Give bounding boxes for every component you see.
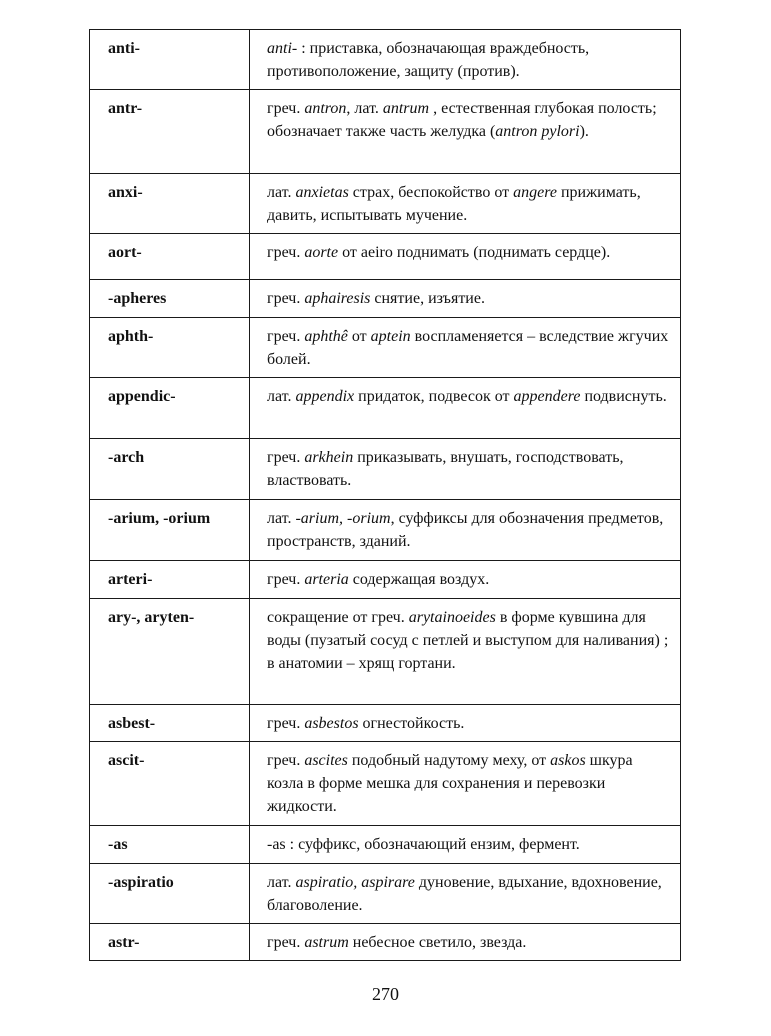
definition-text-segment: дуновение, вдыхание, вдохновение, благоволение. (267, 874, 662, 914)
entry-definition (250, 705, 681, 742)
definition-text-segment: , естественная глубокая полость; обозначает также часть желудка ( (267, 100, 657, 140)
entry-term: arteri- (90, 561, 250, 599)
entry-term: ascit- (90, 742, 250, 826)
dictionary-entry-row (90, 561, 681, 599)
definition-text-segment: содержащая воздух. (348, 571, 490, 588)
definition-text-segment: небесное светило, звезда. (348, 934, 527, 951)
entry-term: ary-, aryten- (90, 599, 250, 705)
definition-text-segment: от (347, 328, 371, 345)
definition-italic-segment: aphthê (304, 328, 348, 345)
entry-definition (250, 561, 681, 599)
entry-definition (250, 500, 681, 561)
definition-text-segment: греч. (267, 290, 305, 307)
definition-text-segment: греч. (267, 934, 305, 951)
definition-italic-segment: arkhein (304, 449, 354, 466)
definition-text-segment: греч. (267, 100, 305, 117)
entry-definition (250, 924, 681, 961)
definition-text-segment: от aeiro поднимать (поднимать сердце). (338, 244, 611, 261)
definition-text-segment: лат. (267, 874, 296, 891)
entry-definition (250, 599, 681, 705)
entry-definition (250, 90, 681, 174)
definition-text-segment: шкура козла в форме мешка для сохранения и перевозки жидкости. (267, 752, 633, 815)
definition-text-segment: греч. (267, 328, 305, 345)
entry-definition (250, 439, 681, 500)
entry-term: -arium, -orium (90, 500, 250, 561)
definition-text-segment: : приставка, обозначающая враждебность, противоположение, защиту (против). (267, 40, 590, 80)
definition-italic-segment: antron pylori (495, 123, 580, 140)
dictionary-entry-row (90, 30, 681, 90)
entry-definition (250, 826, 681, 864)
entry-term: appendic- (90, 378, 250, 439)
definition-italic-segment: asbestos (304, 715, 359, 732)
definition-italic-segment: angere (513, 184, 557, 201)
entry-definition (250, 318, 681, 378)
definition-text-segment: снятие, изъятие. (370, 290, 485, 307)
definition-text-segment: лат. (267, 184, 296, 201)
dictionary-entry-row (90, 924, 681, 961)
definition-italic-segment: -arium, -orium (295, 510, 391, 527)
entry-definition (250, 864, 681, 924)
definition-italic-segment: aphairesis (304, 290, 371, 307)
dictionary-entry-row (90, 826, 681, 864)
dictionary-entry-row (90, 318, 681, 378)
dictionary-entry-row (90, 864, 681, 924)
definition-text-segment: сокращение от греч. (267, 609, 409, 626)
entry-term: -apheres (90, 280, 250, 318)
definition-italic-segment: astrum (304, 934, 349, 951)
definition-text-segment: огнестойкость. (358, 715, 465, 732)
entry-definition (250, 280, 681, 318)
entry-term: anxi- (90, 174, 250, 234)
entry-term: -as (90, 826, 250, 864)
entry-definition (250, 378, 681, 439)
definition-text-segment: воспламеняется – вследствие жгучих болей. (267, 328, 669, 368)
definition-text-segment: , лат. (346, 100, 383, 117)
dictionary-entry-row (90, 439, 681, 500)
entry-term: -aspiratio (90, 864, 250, 924)
definition-text-segment: греч. (267, 244, 305, 261)
dictionary-entry-row (90, 500, 681, 561)
definition-italic-segment: aspiratio, aspirare (295, 874, 415, 891)
definition-text-segment: греч. (267, 571, 305, 588)
entry-term: -arch (90, 439, 250, 500)
definition-italic-segment: aorte (304, 244, 339, 261)
definition-italic-segment: arytainoeides (408, 609, 496, 626)
definition-text-segment: греч. (267, 752, 305, 769)
definition-italic-segment: appendix (295, 388, 355, 405)
dictionary-entry-row (90, 378, 681, 439)
definition-text-segment: приказывать, внушать, господствовать, властвовать. (267, 449, 624, 489)
dictionary-entry-row (90, 705, 681, 742)
dictionary-entry-row (90, 174, 681, 234)
dictionary-table (89, 29, 681, 961)
definition-text-segment: подобный надутому меху, от (347, 752, 551, 769)
definition-italic-segment: anti- (267, 40, 298, 57)
entry-term: astr- (90, 924, 250, 961)
entry-term: anti- (90, 30, 250, 90)
dictionary-entry-row (90, 90, 681, 174)
entry-definition (250, 234, 681, 280)
definition-italic-segment: arteria (304, 571, 349, 588)
entry-definition (250, 30, 681, 90)
definition-text-segment: в форме кувшина для воды (пузатый сосуд с петлей и выступом для наливания) ; в анатомии – хрящ гортани. (267, 609, 669, 672)
definition-italic-segment: antrum (382, 100, 430, 117)
definition-text-segment: ). (579, 123, 589, 140)
definition-text-segment: -as : суффикс, обозначающий ензим, фермент. (267, 836, 580, 853)
definition-text-segment: греч. (267, 715, 305, 732)
entry-term: aort- (90, 234, 250, 280)
definition-italic-segment: antron (304, 100, 347, 117)
entry-term: aphth- (90, 318, 250, 378)
dictionary-entry-row (90, 742, 681, 826)
definition-text-segment: лат. (267, 510, 296, 527)
definition-text-segment: греч. (267, 449, 305, 466)
definition-text-segment: придаток, подвесок от (354, 388, 514, 405)
entry-definition (250, 174, 681, 234)
definition-italic-segment: ascites (304, 752, 348, 769)
definition-italic-segment: appendere (513, 388, 581, 405)
definition-text-segment: подвиснуть. (580, 388, 667, 405)
entry-definition (250, 742, 681, 826)
definition-italic-segment: aptein (370, 328, 411, 345)
entry-term: asbest- (90, 705, 250, 742)
definition-text-segment: , суффиксы для обозначения предметов, пространств, зданий. (267, 510, 664, 550)
definition-text-segment: страх, беспокойство от (348, 184, 514, 201)
dictionary-entry-row (90, 234, 681, 280)
dictionary-table-body (90, 30, 681, 961)
entry-term: antr- (90, 90, 250, 174)
definition-italic-segment: askos (550, 752, 586, 769)
definition-text-segment: прижимать, давить, испытывать мучение. (267, 184, 641, 224)
dictionary-entry-row (90, 280, 681, 318)
definition-text-segment: лат. (267, 388, 296, 405)
page-number: 270 (372, 984, 399, 1004)
dictionary-entry-row (90, 599, 681, 705)
definition-italic-segment: anxietas (295, 184, 349, 201)
